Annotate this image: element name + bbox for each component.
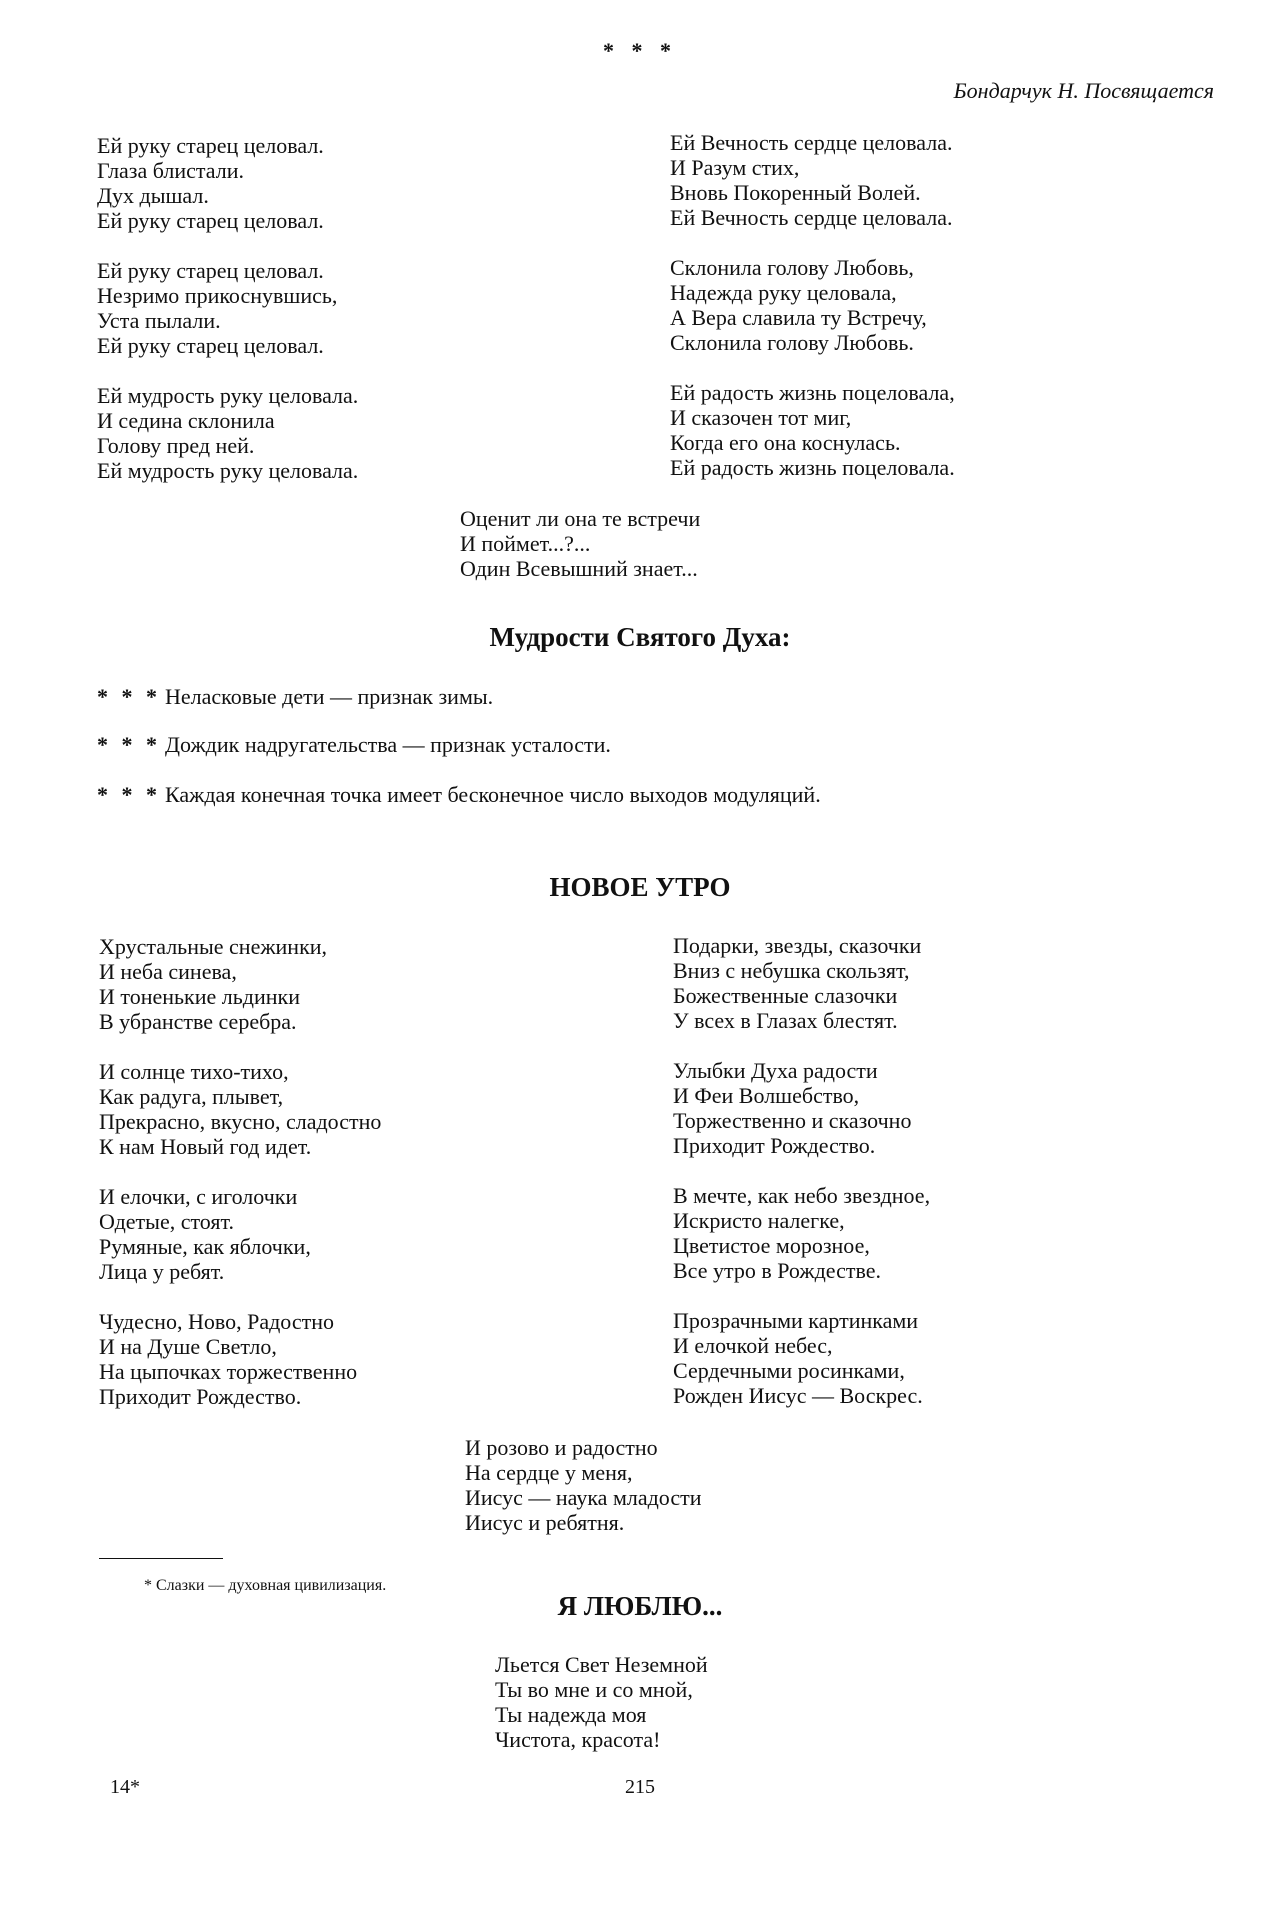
verse-line: И Феи Волшебство, [673,1083,860,1108]
poem2-right-stanza-3 [673,1183,930,1283]
verse-line: Лица у ребят. [99,1259,225,1284]
bullet-stars: * * * [97,782,161,807]
wisdom-item [97,782,821,808]
poem2-title: НОВОЕ УТРО [549,872,731,902]
verse-line: А Вера славила ту Встречу, [670,305,927,330]
verse-line: Когда его она коснулась. [670,430,901,455]
verse-line: Голову пред ней. [97,433,255,458]
verse-line: И Разум стих, [670,155,800,180]
poem3-stanza [495,1652,708,1752]
poem1-left-stanza-2 [97,258,337,358]
poem1-right-stanza-1 [670,130,952,230]
verse-line: Одетые, стоят. [99,1209,234,1234]
verse-line: Хрустальные снежинки, [99,934,328,959]
poem2-final-stanza [465,1435,702,1535]
verse-line: Ты надежда моя [495,1702,647,1727]
bullet-stars: * * * [97,732,161,757]
verse-line: Льется Свет Неземной [495,1652,708,1677]
verse-line: На сердце у меня, [465,1460,633,1485]
poem1-right-stanza-3 [670,380,955,480]
poem2-right-stanza-1 [673,933,921,1033]
verse-line: Вниз с небушка скользят, [673,958,910,983]
verse-line: Надежда руку целовала, [670,280,897,305]
verse-line: Прозрачными картинками [673,1308,919,1333]
verse-line: Вновь Покоренный Волей. [670,180,921,205]
verse-line: Незримо прикоснувшись, [97,283,338,308]
page-number: 215 [625,1776,655,1798]
verse-line: Ей радость жизнь поцеловала. [670,455,955,480]
poem2-left-stanza-4 [99,1309,357,1409]
poem1-right-stanza-2 [670,255,927,355]
poem1-left-stanza-3 [97,383,358,483]
verse-line: Уста пылали. [97,308,221,333]
verse-line: Ей руку старец целовал. [97,333,324,358]
verse-line: На цыпочках торжественно [99,1359,358,1384]
verse-line: И солнце тихо-тихо, [99,1059,289,1084]
poem3-title: Я ЛЮБЛЮ... [557,1591,723,1621]
poem2-left-stanza-1 [99,934,327,1034]
verse-line: Чудесно, Ново, Радостно [99,1309,334,1334]
verse-line: Улыбки Духа радости [673,1058,878,1083]
wisdom-text: Каждая конечная точка имеет бесконечное число выходов модуляций. [165,782,821,807]
verse-line: Оценит ли она те встречи [460,506,701,531]
verse-line: К нам Новый год идет. [99,1134,312,1159]
wisdom-item [97,732,611,758]
verse-line: Ей мудрость руку целовала. [97,458,359,483]
wisdom-text: Дождик надругательства — признак усталости. [165,732,611,757]
verse-line: И розово и радостно [465,1435,658,1460]
verse-line: И поймет...?... [460,531,591,556]
verse-line: Рожден Иисус — Воскрес. [673,1383,923,1408]
verse-line: Цветистое морозное, [673,1233,870,1258]
wisdom-title: Мудрости Святого Духа: [489,622,791,652]
poem2-left-stanza-2 [99,1059,381,1159]
verse-line: Ты во мне и со мной, [495,1677,693,1702]
poem1-final-stanza [460,506,700,581]
verse-line: Приходит Рождество. [673,1133,876,1158]
verse-line: Как радуга, плывет, [99,1084,284,1109]
verse-line: Ей Вечность сердце целовала. [670,205,953,230]
separator-stars: * * * [603,38,677,63]
verse-line: Прекрасно, вкусно, сладостно [99,1109,382,1134]
bullet-stars: * * * [97,684,161,709]
verse-line: У всех в Глазах блестят. [673,1008,898,1033]
verse-line: Ей руку старец целовал. [97,208,324,233]
wisdom-text: Неласковые дети — признак зимы. [165,684,494,709]
verse-line: Ей радость жизнь поцеловала, [670,380,955,405]
verse-line: Приходит Рождество. [99,1384,302,1409]
poem1-left-stanza-1 [97,133,324,233]
verse-line: Один Всевышний знает... [460,556,698,581]
verse-line: Ей руку старец целовал. [97,133,324,158]
verse-line: Ей Вечность сердце целовала. [670,130,953,155]
verse-line: Чистота, красота! [495,1727,661,1752]
verse-line: Божественные слазочки [673,983,898,1008]
verse-line: Глаза блистали. [97,158,245,183]
verse-line: И неба синева, [99,959,237,984]
verse-line: И сказочен тот миг, [670,405,852,430]
verse-line: Иисус и ребятня. [465,1510,625,1535]
footnote-rule [99,1558,223,1559]
verse-line: И елочкой небес, [673,1333,833,1358]
verse-line: Все утро в Рождестве. [673,1258,881,1283]
verse-line: Склонила голову Любовь. [670,330,914,355]
verse-line: И на Душе Светло, [99,1334,277,1359]
poem2-right-stanza-4 [673,1308,923,1408]
poem2-left-stanza-3 [99,1184,311,1284]
verse-line: И елочки, с иголочки [99,1184,298,1209]
footnote: * Слазки — духовная цивилизация. [144,1577,387,1594]
verse-line: Склонила голову Любовь, [670,255,914,280]
verse-line: Дух дышал. [97,183,209,208]
verse-line: В мечте, как небо звездное, [673,1183,931,1208]
verse-line: В убранстве серебра. [99,1009,297,1034]
verse-line: Иисус — наука младости [465,1485,702,1510]
poem2-right-stanza-2 [673,1058,911,1158]
verse-line: Румяные, как яблочки, [99,1234,311,1259]
verse-line: Сердечными росинками, [673,1358,905,1383]
verse-line: Торжественно и сказочно [673,1108,912,1133]
verse-line: Ей мудрость руку целовала. [97,383,359,408]
wisdom-item [97,684,493,710]
verse-line: Ей руку старец целовал. [97,258,324,283]
dedication: Бондарчук Н. Посвящается [953,78,1214,103]
verse-line: И тоненькие льдинки [99,984,300,1009]
verse-line: Подарки, звезды, сказочки [673,933,922,958]
verse-line: И седина склонила [97,408,275,433]
signature-mark: 14* [110,1776,140,1798]
verse-line: Искристо налегке, [673,1208,845,1233]
